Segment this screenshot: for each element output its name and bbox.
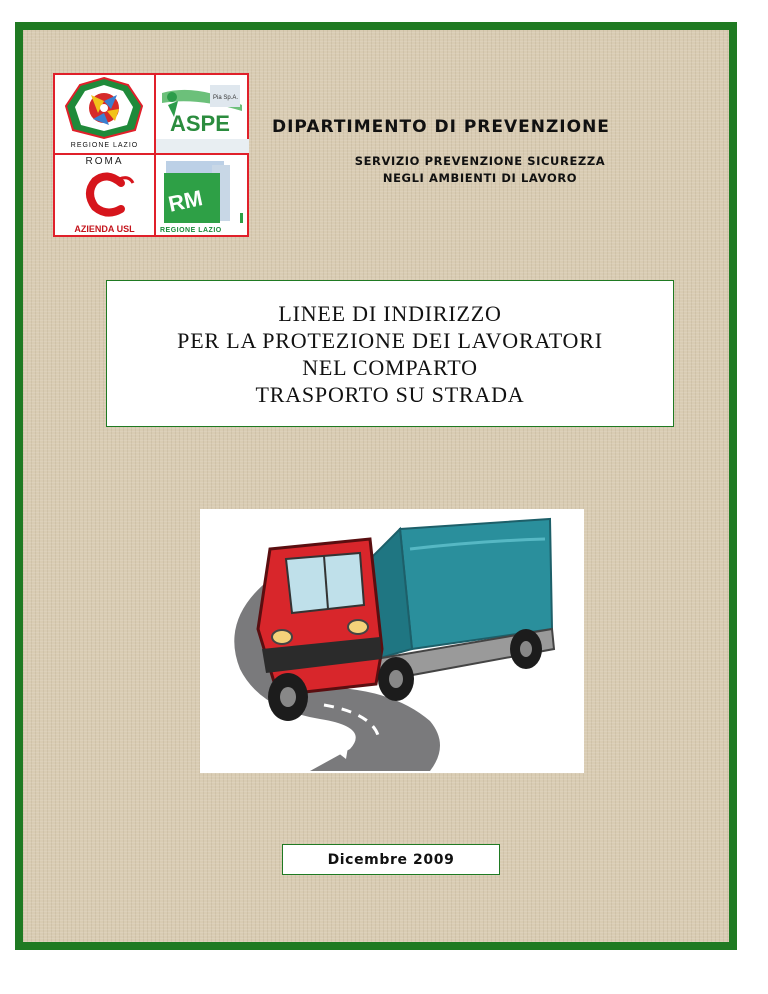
svg-text:RM: RM — [166, 185, 205, 217]
azienda-usl-roma-logo — [55, 155, 154, 237]
document-title — [177, 300, 603, 408]
regione-lazio-logo — [55, 75, 154, 153]
title-box — [106, 280, 674, 427]
publication-date: Dicembre 2009 — [327, 851, 455, 868]
title-line-1: LINEE DI INDIRIZZO — [278, 300, 502, 326]
rm-logo — [156, 155, 249, 237]
rm-caption: REGIONE LAZIO — [160, 227, 222, 234]
aspe-logo — [156, 75, 249, 153]
title-line-2: PER LA PROTEZIONE DEI LAVORATORI — [177, 327, 603, 353]
logo-grid — [53, 73, 249, 237]
rm-emblem-icon — [156, 155, 249, 237]
truck-on-road-icon — [200, 509, 584, 773]
service-name — [290, 153, 670, 187]
title-line-3: NEL COMPARTO — [302, 354, 478, 380]
service-line-1: SERVIZIO PREVENZIONE SICUREZZA — [354, 154, 606, 168]
svg-text:Pia Sp.A.: Pia Sp.A. — [213, 95, 239, 101]
regione-lazio-caption: REGIONE LAZIO — [70, 142, 139, 149]
svg-text:ASPE: ASPE — [170, 111, 230, 136]
truck-illustration — [200, 509, 584, 773]
aspe-emblem-icon — [156, 75, 249, 153]
azienda-usl-label: AZIENDA USL — [74, 224, 135, 234]
service-line-2: NEGLI AMBIENTI DI LAVORO — [382, 171, 578, 185]
date-box — [282, 844, 500, 875]
roma-label: ROMA — [85, 156, 124, 167]
title-line-4: TRASPORTO SU STRADA — [255, 381, 525, 407]
department-title: DIPARTIMENTO DI PREVENZIONE — [272, 117, 610, 137]
regione-lazio-emblem-icon — [55, 75, 154, 141]
